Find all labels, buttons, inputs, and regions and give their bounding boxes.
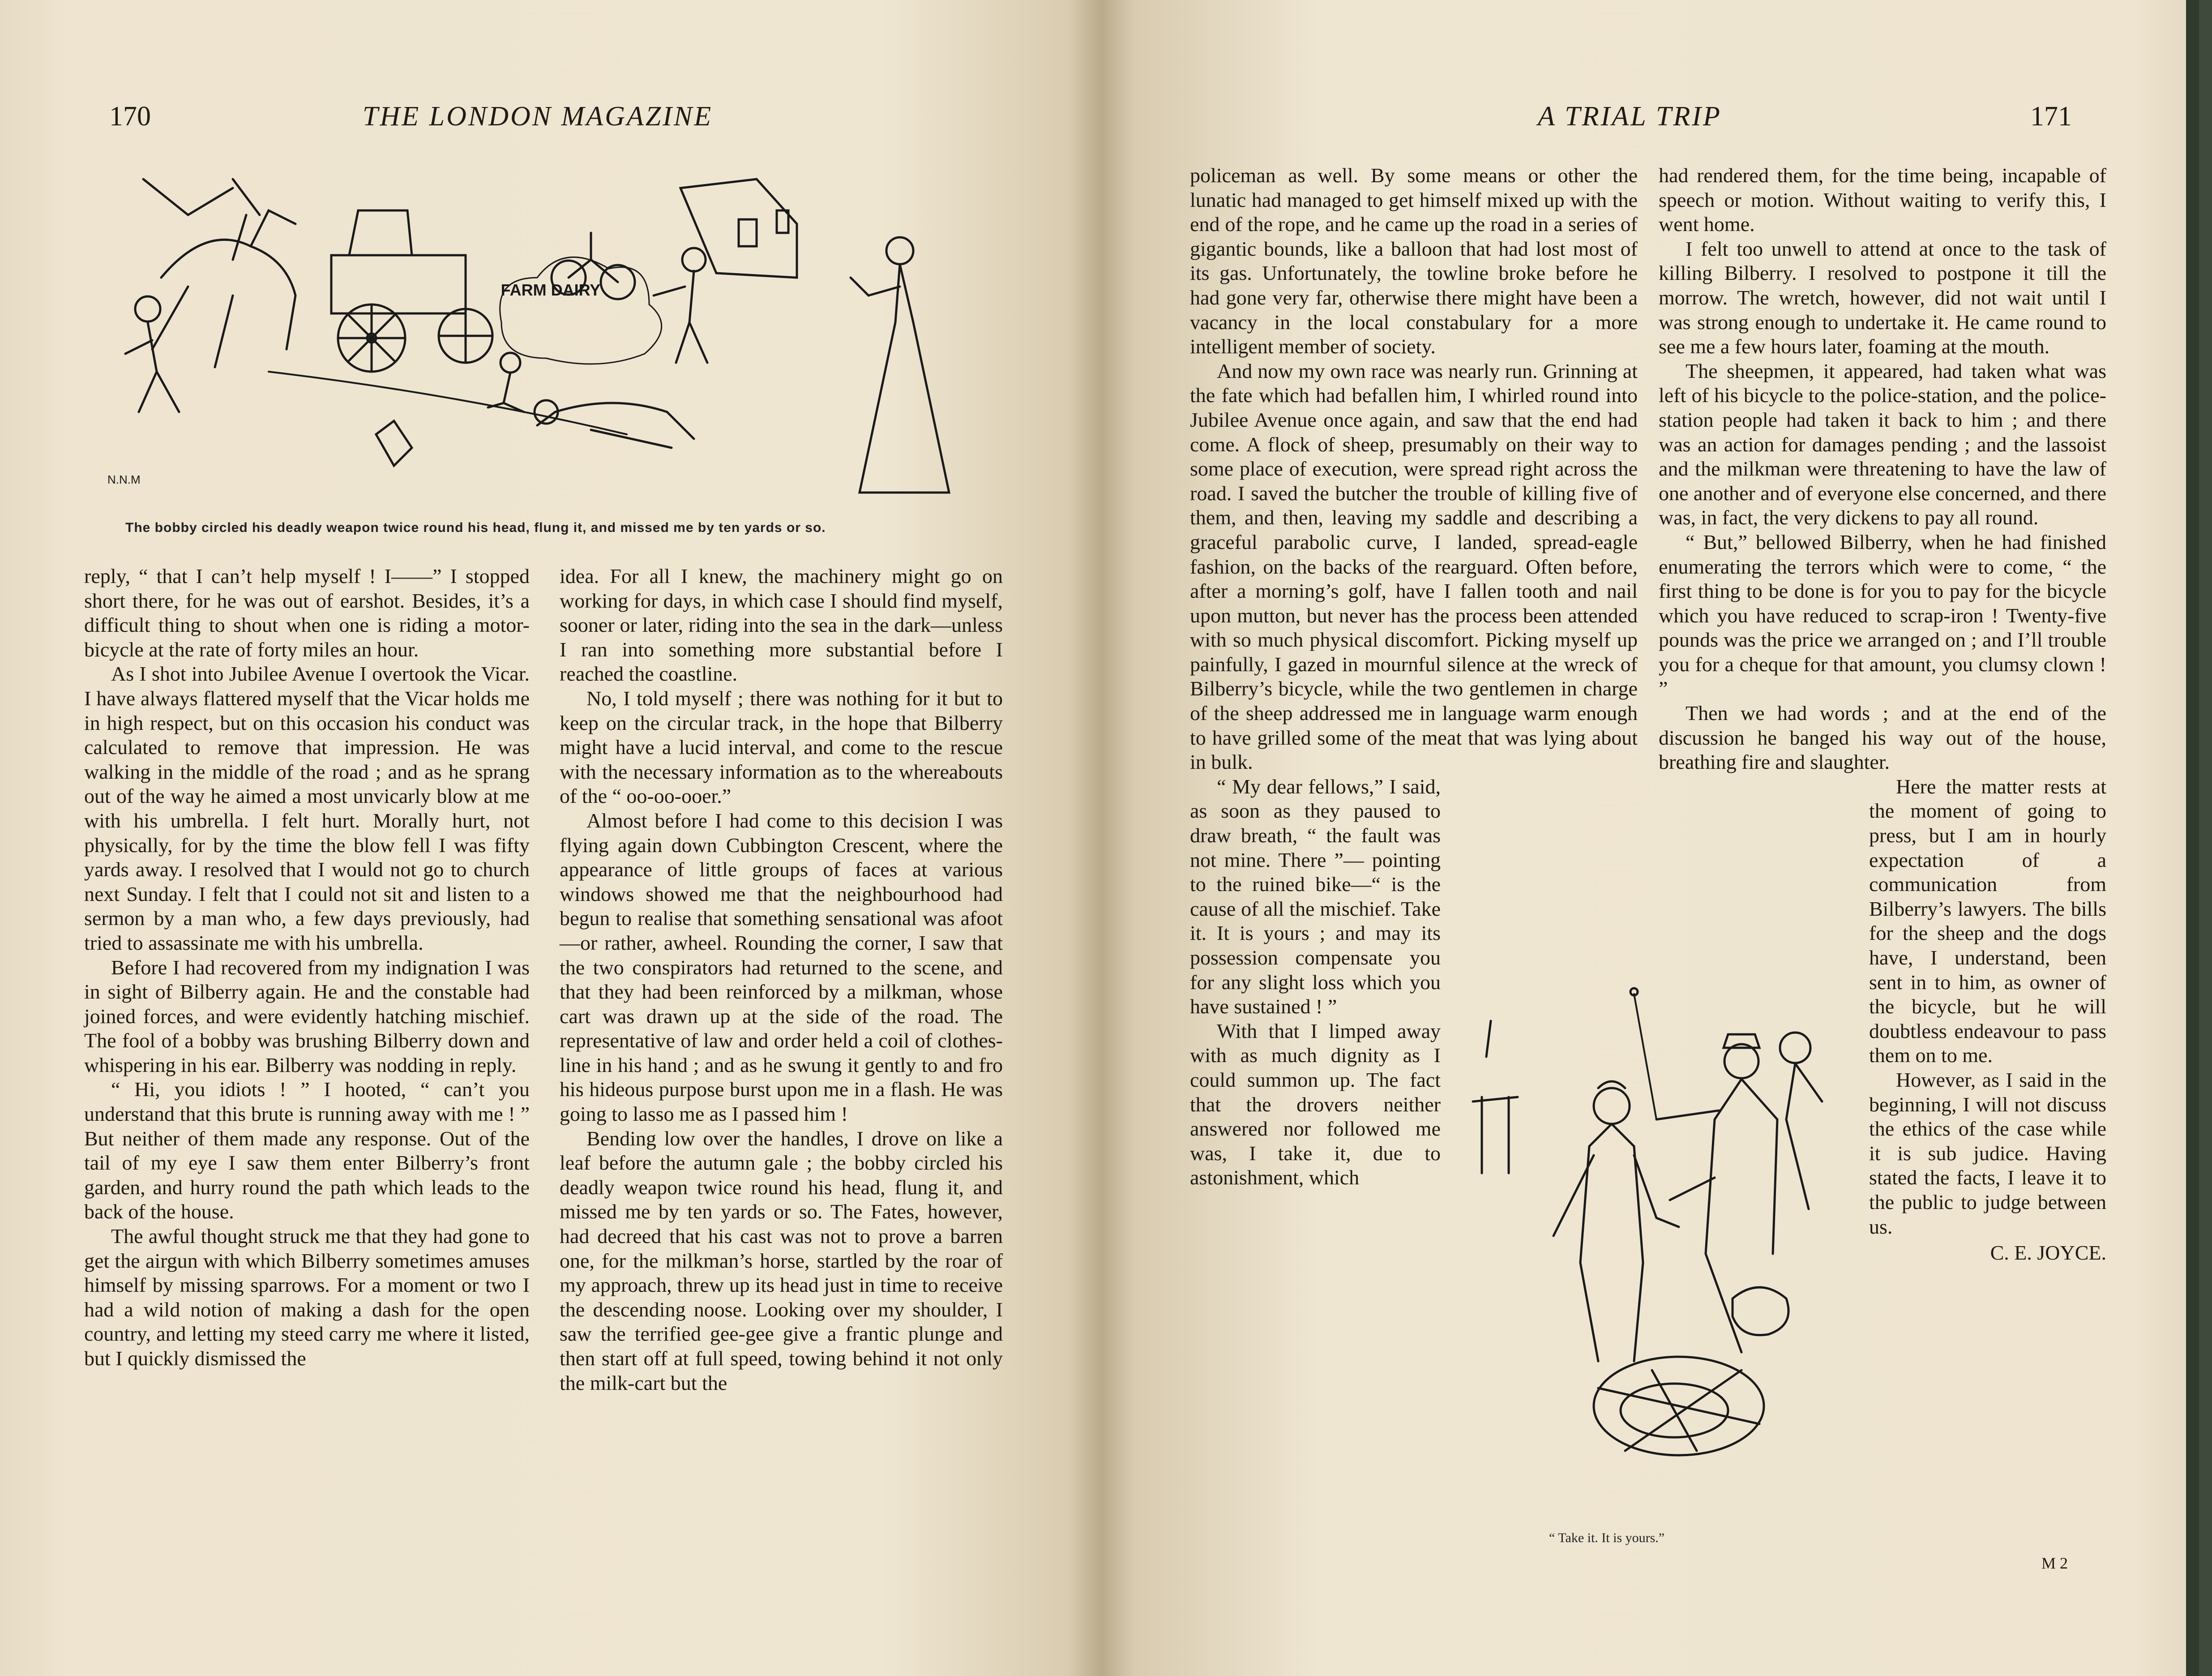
running-head: A TRIAL TRIP bbox=[1538, 101, 1722, 132]
paragraph: As I shot into Jubilee Avenue I overtook the Vicar. I have always flattered myself that the Vicar holds me in high respect, but on this occasion his conduct was calculated to remove that impression. He was walking in the middle of the road ; and as he sprang out of the way he aimed a most unvicarly blow at me with his umbrella. I felt hurt. Morally hurt, not physically, for by the time the blow fell I was fifty yards away. I resolved that I would not go to church next Sunday. I felt that I could not sit and listen to a sermon by a man who, a few days previously, had tried to assassinate me with his umbrella. bbox=[84, 662, 530, 954]
paragraph: I felt too unwell to attend at once to the task of killing Bilberry. I resolved to postpone it till the morrow. The wretch, however, did not wait until I was strong enough to undertake it. He came round to see me a few hours later, foaming at the mouth. bbox=[1659, 237, 2106, 358]
paragraph: The awful thought struck me that they had gone to get the airgun with which Bilberry sometimes amuses himself by missing sparrows. For a moment or two I had a wild notion of making a dash for the open country, and letting my steed carry me where it listed, but I quickly dismissed the bbox=[84, 1225, 530, 1370]
page-number: 170 bbox=[109, 101, 151, 132]
cart-label: FARM DAIRY bbox=[501, 281, 601, 299]
paragraph: “ But,” bellowed Bilberry, when he had finished enumerating the terrors which were to come, “ the first thing to be done is for you to pay for the bicycle which you have reduced to scrap-iron ! Twenty-five pounds was the price we arranged on ; and I’ll trouble you for a cheque for that amount, you clumsy clown ! ” bbox=[1659, 530, 2106, 700]
illustration-caption: The bobby circled his deadly weapon twice round his head, flung it, and missed me by ten yards or so. bbox=[125, 520, 826, 535]
paragraph: Bending low over the handles, I drove on like a leaf before the autumn gale ; the bobby circled his deadly weapon twice round his head, flung it, and missed me by ten yards or so. The Fates, however, had decreed that his cast was not to prove a barren one, for the milkman’s horse, startled by the roar of my approach, threw up its head just in time to receive the descending noose. Looking over my shoulder, I saw the terrified gee-gee give a frantic plunge and then start off at full speed, towing behind it not only the milk-cart but the bbox=[560, 1127, 1003, 1394]
paragraph: policeman as well. By some means or other the lunatic had managed to get himself mixed up with the end of the rope, and he came up the road in a series of gigantic bounds, like a balloon that had lost most of its gas. Unfortunately, the towline broke before he had gone very far, otherwise there might have been a vacancy in the local constabulary for a more intelligent member of society. bbox=[1190, 164, 1638, 358]
paragraph: “ My dear fellows,” I said, as soon as they paused to draw breath, “ the fault was not mine. There ”— pointing to the ruined bike—“ is the cause of all the mischief. Take it. It is yours ; and may its possession compensate you for any slight loss which you have sustained ! ” bbox=[1190, 775, 1441, 1018]
right-page bbox=[1101, 0, 2199, 1676]
book-edge bbox=[2186, 0, 2199, 1676]
signature-mark: M 2 bbox=[2041, 1554, 2068, 1572]
paragraph: reply, “ that I can’t help myself ! I——” I stopped short there, for he was out of earshot. Besides, it’s a difficult thing to shout when one is riding a motor-bicycle at the rate of forty miles an hour. bbox=[84, 565, 530, 661]
paragraph: With that I limped away with as much dignity as I could summon up. The fact that the drovers neither answered nor followed me was, I take it, due to astonishment, which bbox=[1190, 1019, 1441, 1189]
paragraph: And now my own race was nearly run. Grinning at the fate which had befallen him, I whirled round into Jubilee Avenue once again, and saw that the end had come. A flock of sheep, presumably on their way to some place of execution, were spread right across the road. I saved the butcher the trouble of killing five of them, and then, leaving my saddle and describing a graceful parabolic curve, I landed, spread-eagle fashion, on the backs of the rearguard. Often before, after a morning’s golf, have I fallen tooth and nail upon mutton, but never has the process been attended with so much physical discomfort. Picking myself up painfully, I gazed in mournful silence at the wreck of Bilberry’s bicycle, while the two gentlemen in charge of the sheep addressed me in language warm enough to have grilled some of the meat that was lying about in bulk. bbox=[1190, 359, 1638, 774]
paragraph: Here the matter rests at the moment of going to press, but I am in hourly expectation of a communication from Bilberry’s lawyers. The bills for the sheep and the dogs have, I understand, been sent in to him, as owner of the bicycle, but he will doubtless endeavour to pass them on to me. bbox=[1869, 775, 2106, 1067]
paragraph: Almost before I had come to this decision I was flying again down Cubbington Crescent, where the appearance of little groups of faces at various windows showed me that the neighbourhood had begun to realise that something sensational was afoot—or rather, awheel. Rounding the corner, I saw that the two conspirators had returned to the scene, and that they had been reinforced by a milkman, whose cart was drawn up at the side of the road. The representative of law and order held a coil of clothes-line in his hand ; and as he swung it gently to and fro his hideous purpose burst upon me in a flash. He was going to lasso me as I passed him ! bbox=[560, 809, 1003, 1126]
paragraph: idea. For all I knew, the machinery might go on working for days, in which case I should find myself, sooner or later, riding into the sea in the dark—unless I ran into something more substantial before I reached the coastline. bbox=[560, 565, 1003, 686]
paragraph: “ Hi, you idiots ! ” I hooted, “ can’t you understand that this brute is running away with me ! ” But neither of them made any response. Out of the tail of my eye I saw them enter Bilberry’s front garden, and hurry round the path which leads to the back of the house. bbox=[84, 1078, 530, 1223]
paragraph: Before I had recovered from my indignation I was in sight of Bilberry again. He and the constable had joined forces, and were evidently hatching mischief. The fool of a bobby was brushing Bilberry down and whispering in his ear. Bilberry was nodding in reply. bbox=[84, 956, 530, 1076]
paragraph: No, I told myself ; there was nothing for it but to keep on the circular track, in the hope that Bilberry might have a lucid interval, and come to the rescue with the necessary information as to the whereabouts of the “ oo-oo-ooer.” bbox=[560, 686, 1003, 808]
paragraph: The sheepmen, it appeared, had taken what was left of his bicycle to the police-station, and the police-station people had taken it back to him ; and there was an action for damages pending ; and the lassoist and the milkman were threatening to have the law of one another and of everyone else concerned, and there was, in fact, the very dickens to pay all round. bbox=[1659, 359, 2107, 529]
paragraph: had rendered them, for the time being, incapable of speech or motion. Without waiting to verify this, I went home. bbox=[1659, 164, 2106, 236]
paragraph: However, as I said in the beginning, I will not discuss the ethics of the case while it is sub judice. Having stated the facts, I leave it to the public to judge between us. bbox=[1869, 1068, 2106, 1238]
author-signature: C. E. JOYCE. bbox=[1990, 1241, 2106, 1265]
illustration-bobby-lasso bbox=[98, 161, 994, 515]
left-column-1 bbox=[84, 564, 530, 1371]
illustration-drovers-bicycle bbox=[1464, 985, 1862, 1505]
paragraph: Then we had words ; and at the end of the discussion he banged his way out of the house, breathing fire and slaughter. bbox=[1659, 702, 2106, 774]
left-page bbox=[0, 0, 1101, 1676]
running-head: THE LONDON MAGAZINE bbox=[363, 101, 713, 132]
page-number: 171 bbox=[2030, 101, 2072, 132]
illustration-caption: “ Take it. It is yours.” bbox=[1549, 1530, 1665, 1545]
artist-mark: N.N.M bbox=[107, 473, 141, 486]
left-column-2 bbox=[560, 564, 1003, 1395]
